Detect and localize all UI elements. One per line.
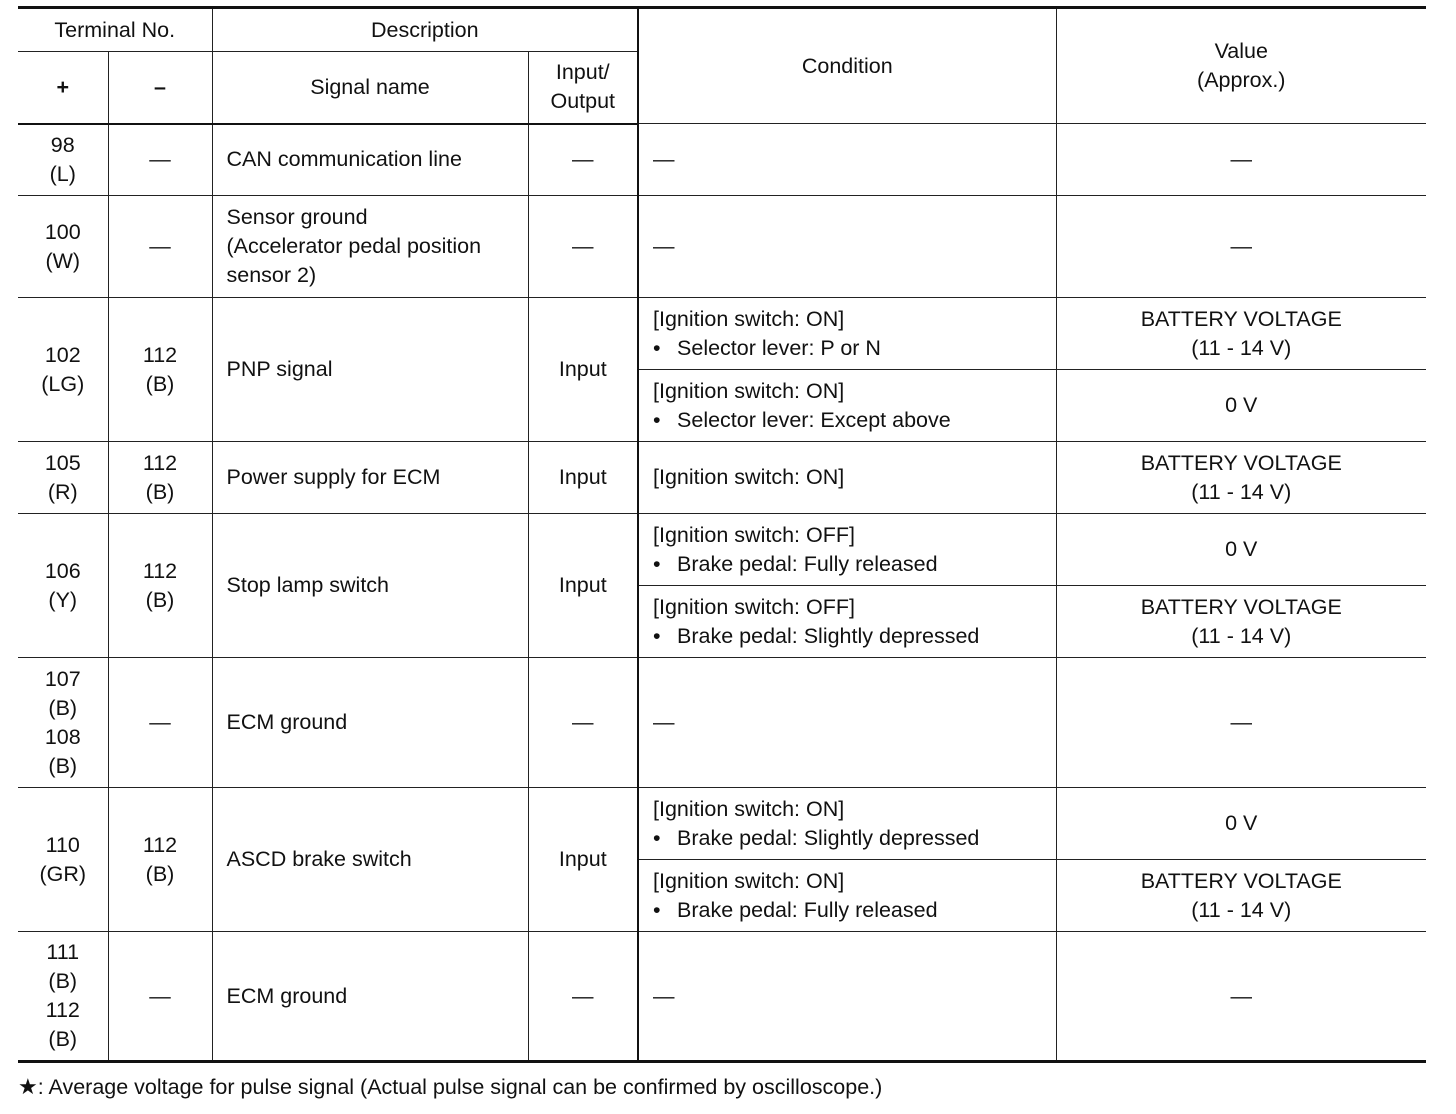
- value-line: 0 V: [1225, 537, 1258, 561]
- value-line: —: [1230, 983, 1253, 1008]
- terminal-plus-line: (R): [47, 479, 78, 504]
- signal-name-line: Sensor ground: [226, 205, 368, 229]
- table-row: [18, 932, 1426, 1062]
- terminal-plus: [18, 298, 108, 442]
- terminal-plus-line: 105: [44, 450, 81, 475]
- table-row: [18, 514, 1426, 586]
- signal-name: [212, 788, 528, 932]
- signal-name-line: Power supply for ECM: [226, 465, 441, 489]
- condition-bullet-text: Brake pedal: Slightly depressed: [677, 825, 980, 850]
- condition-bullet-line: [653, 550, 1042, 579]
- condition-line: [Ignition switch: ON]: [653, 378, 845, 403]
- signal-name-line: Stop lamp switch: [226, 573, 390, 597]
- terminal-minus: [108, 196, 212, 298]
- header-condition: Condition: [638, 8, 1056, 124]
- signal-name: [212, 196, 528, 298]
- terminal-minus: [108, 514, 212, 658]
- terminal-minus-line: 112: [142, 558, 178, 583]
- condition: [638, 298, 1056, 370]
- condition: [638, 124, 1056, 196]
- condition-bullet-text: Brake pedal: Fully released: [677, 897, 938, 922]
- condition: [638, 788, 1056, 860]
- condition: [638, 514, 1056, 586]
- terminal-plus: [18, 196, 108, 298]
- value-line: (11 - 14 V): [1191, 897, 1292, 922]
- signal-name-line: ECM ground: [226, 983, 348, 1008]
- header-terminal-no: Terminal No.: [18, 8, 212, 52]
- table-row: [18, 442, 1426, 514]
- signal-name-line: (Accelerator pedal position: [226, 234, 482, 258]
- condition-line: —: [653, 983, 675, 1008]
- terminal-minus-line: (B): [145, 587, 175, 612]
- terminal-minus: [108, 442, 212, 514]
- condition-line: [Ignition switch: OFF]: [653, 522, 855, 547]
- table-row: [18, 298, 1426, 370]
- terminal-minus-line: —: [149, 983, 171, 1008]
- star-icon: ★: [18, 1074, 38, 1099]
- value-line: —: [1230, 234, 1253, 258]
- condition-bullet-text: Selector lever: Except above: [677, 407, 951, 432]
- terminal-plus-line: 106: [44, 558, 81, 583]
- terminal-plus-line: 111: [46, 940, 80, 964]
- terminal-plus-line: (B): [48, 753, 78, 778]
- table-row: [18, 196, 1426, 298]
- terminal-minus-line: (B): [145, 371, 175, 396]
- value: [1056, 196, 1426, 298]
- input-output: —: [528, 932, 638, 1062]
- terminal-table: [18, 6, 1426, 1063]
- terminal-plus-line: (B): [48, 969, 78, 993]
- terminal-plus: [18, 932, 108, 1062]
- header-value: [1056, 8, 1426, 124]
- input-output: Input: [528, 514, 638, 658]
- terminal-plus-line: 100: [44, 219, 81, 244]
- terminal-minus-line: (B): [145, 479, 175, 504]
- terminal-minus-line: 112: [142, 342, 178, 367]
- bullet-icon: •: [653, 623, 661, 648]
- bullet-icon: •: [653, 407, 661, 432]
- signal-name-line: sensor 2): [226, 263, 317, 287]
- condition-bullet-text: Selector lever: P or N: [677, 335, 881, 360]
- condition-line: —: [653, 234, 675, 258]
- condition-bullet-line: [653, 406, 1042, 435]
- condition: [638, 196, 1056, 298]
- signal-name-line: CAN communication line: [226, 147, 462, 172]
- table-body: [18, 124, 1426, 1062]
- terminal-minus: [108, 932, 212, 1062]
- value-line: BATTERY VOLTAGE: [1140, 868, 1342, 893]
- value: [1056, 788, 1426, 860]
- terminal-plus-line: 102: [44, 342, 81, 367]
- condition: [638, 442, 1056, 514]
- value: [1056, 124, 1426, 196]
- signal-name: [212, 932, 528, 1062]
- signal-name-line: PNP signal: [226, 357, 333, 381]
- condition-line: [Ignition switch: ON]: [653, 796, 845, 821]
- terminal-plus-line: 108: [44, 724, 81, 749]
- terminal-plus-line: (B): [48, 695, 78, 720]
- terminal-minus-line: —: [149, 234, 171, 258]
- bullet-icon: •: [653, 825, 661, 850]
- signal-name: [212, 514, 528, 658]
- value-line: 0 V: [1225, 393, 1258, 417]
- value-line: (11 - 14 V): [1191, 335, 1292, 360]
- signal-name: [212, 442, 528, 514]
- header-signal-name: Signal name: [212, 52, 528, 124]
- terminal-plus-line: (B): [48, 1027, 78, 1051]
- terminal-plus: [18, 514, 108, 658]
- value: [1056, 658, 1426, 788]
- value: [1056, 514, 1426, 586]
- terminal-minus-line: —: [149, 147, 171, 172]
- signal-name: [212, 124, 528, 196]
- input-output: Input: [528, 298, 638, 442]
- terminal-plus-line: (GR): [39, 861, 87, 886]
- table-row: [18, 658, 1426, 788]
- value: [1056, 442, 1426, 514]
- condition-bullet-line: [653, 896, 1042, 925]
- footnote: [18, 1074, 882, 1100]
- bullet-icon: •: [653, 335, 661, 360]
- terminal-plus-line: (Y): [48, 587, 78, 612]
- terminal-plus-line: 110: [45, 832, 80, 857]
- signal-name: [212, 298, 528, 442]
- condition-line: —: [653, 147, 675, 171]
- condition-bullet-text: Brake pedal: Fully released: [677, 551, 938, 576]
- header-description: Description: [212, 8, 638, 52]
- condition-line: [Ignition switch: OFF]: [653, 594, 855, 619]
- terminal-minus: [108, 298, 212, 442]
- condition-bullet-line: [653, 622, 1042, 651]
- terminal-minus-line: —: [149, 710, 171, 734]
- condition-line: [Ignition switch: ON]: [653, 306, 845, 331]
- value-line: (11 - 14 V): [1191, 479, 1292, 504]
- input-output: —: [528, 196, 638, 298]
- condition: [638, 658, 1056, 788]
- input-output: Input: [528, 442, 638, 514]
- value: [1056, 932, 1426, 1062]
- condition-bullet-text: Brake pedal: Slightly depressed: [677, 623, 980, 648]
- condition-line: —: [653, 710, 675, 734]
- terminal-minus: [108, 788, 212, 932]
- terminal-plus-line: 98: [50, 132, 75, 157]
- header-io-line1: Input/: [555, 60, 610, 85]
- terminal-minus: [108, 658, 212, 788]
- terminal-plus-line: 107: [44, 666, 81, 691]
- value: [1056, 370, 1426, 442]
- value-line: (11 - 14 V): [1191, 623, 1292, 648]
- bullet-icon: •: [653, 551, 661, 576]
- terminal-plus-line: (W): [45, 248, 81, 273]
- terminal-minus: [108, 124, 212, 196]
- header-plus: +: [18, 52, 108, 124]
- terminal-plus-line: (LG): [41, 371, 85, 396]
- value-line: BATTERY VOLTAGE: [1140, 450, 1342, 475]
- header-io-line2: Output: [550, 89, 616, 114]
- table-row: [18, 124, 1426, 196]
- value: [1056, 298, 1426, 370]
- input-output: Input: [528, 788, 638, 932]
- signal-name: [212, 658, 528, 788]
- table-row: [18, 788, 1426, 860]
- value: [1056, 586, 1426, 658]
- value-line: —: [1230, 147, 1253, 171]
- terminal-plus: [18, 658, 108, 788]
- terminal-plus: [18, 788, 108, 932]
- condition: [638, 860, 1056, 932]
- terminal-plus-line: (L): [49, 161, 76, 186]
- header-value-sub: (Approx.): [1197, 68, 1286, 92]
- header-input-output: [528, 52, 638, 124]
- value-line: 0 V: [1225, 811, 1258, 835]
- condition-line: [Ignition switch: ON]: [653, 465, 845, 489]
- condition: [638, 932, 1056, 1062]
- condition: [638, 586, 1056, 658]
- header-value-label: Value: [1214, 39, 1268, 63]
- terminal-plus: [18, 442, 108, 514]
- footnote-text: : Average voltage for pulse signal (Actual pulse signal can be confirmed by oscilloscope.): [37, 1075, 883, 1099]
- input-output: —: [528, 124, 638, 196]
- bullet-icon: •: [653, 897, 661, 922]
- value-line: —: [1230, 710, 1253, 734]
- signal-name-line: ECM ground: [226, 710, 348, 734]
- terminal-minus-line: 112: [142, 450, 178, 475]
- terminal-plus: [18, 124, 108, 196]
- terminal-minus-line: (B): [145, 861, 175, 886]
- condition-bullet-line: [653, 824, 1042, 853]
- condition-bullet-line: [653, 334, 1042, 363]
- terminal-plus-line: 112: [45, 998, 80, 1022]
- input-output: —: [528, 658, 638, 788]
- condition-line: [Ignition switch: ON]: [653, 868, 845, 893]
- terminal-minus-line: 112: [142, 832, 178, 857]
- value-line: BATTERY VOLTAGE: [1140, 306, 1342, 331]
- value-line: BATTERY VOLTAGE: [1140, 594, 1342, 619]
- signal-name-line: ASCD brake switch: [226, 847, 412, 871]
- condition: [638, 370, 1056, 442]
- header-minus: –: [108, 52, 212, 124]
- value: [1056, 860, 1426, 932]
